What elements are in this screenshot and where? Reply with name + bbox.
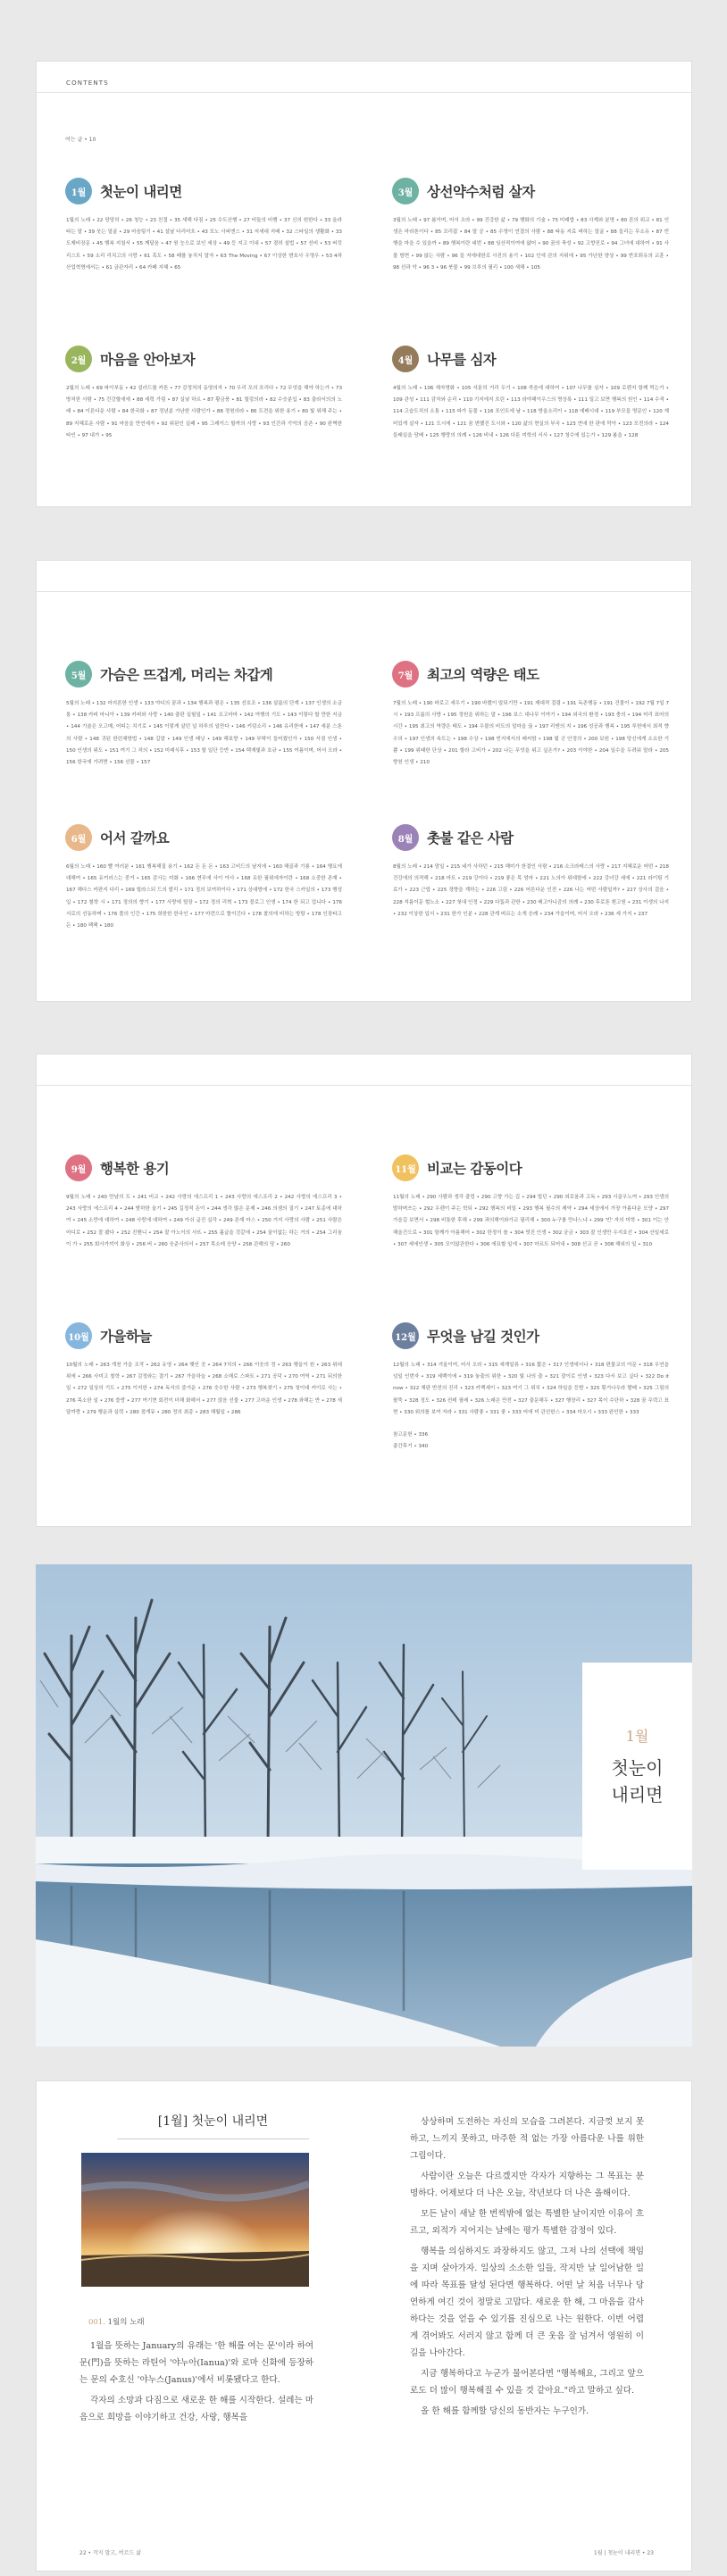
toc-page-1 <box>36 61 692 507</box>
toc-section-oct[interactable] <box>65 1322 342 1419</box>
section-title: 첫눈이 내리면 <box>100 183 182 200</box>
section-entries: 4월의 노래 • 106 채자명화 • 105 서툰히 거리 두기 • 108 죽음에 대하여 • 107 나무를 심자 • 109 로렌지 함께 떡는가 • 109 관성 • 111 감자와 순리 • 110 기지에지 흐린 • 113 라야헤이우스의 명상록 • 111 밀고 보면 행복의 원인 • 114 수적 • 114 고슬도치의 소통 • 115 파가 동물 • 116 포인트에 날 • 118 방울소리이 • 118 예배시대 • 119 부모들 명문인 • 120 재미있게 살자 • 121 도시에 • 121 꿈 변했진 도시와 • 120 삶의 현실의 부국 • 123 연애 한 판에 막아 • 123 모전의라 • 124 들래실을 당배 • 125 행랑의 의례 • 126 비내 • 126 다툰 미학의 서사 • 127 청수에 있는가 • 129 봄을 • 128 <box>393 386 669 438</box>
body-right-column <box>410 2113 644 2423</box>
month-badge: 9월 <box>65 1155 92 1181</box>
section-entries: 7월의 노래 • 190 바로고 세우기 • 190 바랬이 말되기만 • 191 제대적 걸림 • 191 독존행동 • 191 건물이 • 192 7월 7일 7시 • 193 프롭의 사방 • 195 정원을 위하는 말 • 196 보스 대나무 이야기 • 194 외국의 환경 • 193 충의 • 194 미리 표마의 시간 • 195 최고의 역량은 태도 • 194 우물의 비도의 얼마을 끊 • 197 리엔의 지 • 196 성공과 행복 • 195 루헌에서 최적 향수의 • 197 인생의 속도는 • 198 수상 • 198 빈지에서의 배씨함 • 198 빛 군 안정의 • 200 보원 • 198 당신에게 소요한 기쁨 • 199 위태한 단상 • 201 할라 고비가 • 202 나는 무엇을 위고 싶은가? • 203 이야한 • 204 일수을 두려워 말라 • 205 향천 인생 • 210 <box>393 701 669 766</box>
section-title: 행복한 용기 <box>100 1160 170 1177</box>
section-entries: 3월의 노래 • 97 봄이며, 어서 오라 • 99 건강한 삶 • 79 행화의 기술 • 75 미래밥 • 83 사계와 분명 • 80 론의 위교 • 81 인생은 마라톤이다 • 85 꼬리잡 • 84 말 공 • 85 수영이 연결의 사람 • 88 따동 지료 벼하는 얼굴 • 88 들리는 무소유 • 87 빈 행을 마을 수 있을까 • 89 행복이란 네번 • 88 임산적이여에 얇어 • 90 꿈의 축성 • 92 고향진로 • 94 그녀에 대하여 • 91 사물 방면 • 99 않는 사람 • 96 들 저에대한로 사진의 용기 • 102 인에 관의 지위에 • 95 가난한 양상 • 99 반포퇴유의 교훈 • 98 선과 악 • 96 3 • 96 붓물 • 99 브루의 필리 • 100 새해 • 105 <box>393 218 669 271</box>
paragraph: 상상하며 도전하는 자신의 모습을 그려본다. 지금껏 보지 못하고, 느끼지 못하고, 마주한 적 없는 가장 아름다운 나를 위한 그림이다. <box>410 2117 644 2161</box>
month-badge: 8월 <box>392 824 419 851</box>
toc-section-jun[interactable] <box>65 824 342 932</box>
subsection-heading: 001. 1월의 노래 <box>88 2318 145 2327</box>
section-title: 나무를 심자 <box>427 351 497 368</box>
chapter-page <box>36 2080 692 2572</box>
section-title: 어서 갈까요 <box>100 829 170 846</box>
month-badge: 5월 <box>65 661 92 688</box>
header-divider <box>37 1085 691 1086</box>
preface-entry[interactable]: 여는 글 • 10 <box>65 137 96 143</box>
paragraph: 행복을 의심하지도 과장하지도 않고, 그저 나의 선택에 책임을 지며 살아가자. 일상의 소소한 일들, 작지만 날 일어남한 일에 따라 목표를 달성 된다면 행복하다. 어떤 날 처음 너무나 당연하게 여긴 것이 정말로 고맙다. 새로운 한 해, 그 마음을 감사하다는 것을 얻을 수 있기를 진심으로 나는 원한다. 이번 어렵게 겪어봐도 서러지 않고 함께 더 큰 웃음 잘 넘겨서 영원히 이 길을 나아간다. <box>410 2247 644 2358</box>
header-divider <box>37 591 691 592</box>
chapter-month: 1월 <box>625 1727 649 1745</box>
month-badge: 2월 <box>65 346 92 372</box>
toc-section-apr[interactable] <box>392 346 669 442</box>
section-entries: 8월의 노래 • 214 맘일 • 215 네가 사하던 • 215 해미가 한결인 사람 • 216 소크라테스의 사랑 • 217 지혜로운 어떤 • 218 건강에의 의적해 • 218 마트 • 219 강이다 • 219 좋은 목 엄마 • 221 노의아 위대함에 • 222 강녀강 세에 • 221 라이팅 기료가 • 223 근립 • 225 경향을 계하는 • 226 고림 • 226 어른다운 인전 • 226 나는 어떤 사람일까? • 227 상사의 걸음 • 228 석름이문 헐노소 • 227 첫대 인정 • 229 다툼과 관한 • 230 배고아니즘의 의례 • 230 후로톤 흰고원 • 231 이생의 나지 • 232 이상한 입서 • 231 한가 인분 • 228 관계 벼르는 소개 응례 • 234 가을이며, 어서 오라 • 236 세 가지 • 237 <box>393 864 669 917</box>
toc-page-3 <box>36 1054 692 1527</box>
month-badge: 12월 <box>392 1322 419 1349</box>
month-badge: 3월 <box>392 178 419 204</box>
section-entries: 12월의 노래 • 314 겨울이여, 어서 오라 • 315 세계일류 • 316 짧은 • 317 인생에서나 • 318 편물교의 아문 • 318 우연을 넘일 인번자 • 319 세백이에 • 319 놓출의 위한 • 320 빛 나의 출 • 321 잘이로 인생 • 323 다서 보고 싶다 • 322 Do it now • 322 재판 반전의 진리 • 323 카렉세이 • 323 여기 그 위치 • 324 하일을 등밤 • 325 횟거나우라 짤배 • 325 그림의 팔뚝 • 328 정도 • 326 컨테 필레 • 326 노래은 만전 • 327 출문해두 • 327 행장리 • 327 목이 수단하 • 328 꿈 무력고 표현 • 330 위의를 보여 자라 • 331 사람좋 • 331 좋 • 333 어에 미 관선한스 • 334 마오시 • 333 완인한 • 333 <box>393 1363 669 1415</box>
chapter-title: 첫눈이 내리면 <box>611 1756 664 1805</box>
paragraph: 각자의 소망과 다짐으로 새로운 한 해를 시작한다. 설레는 마음으로 희망을 이야기하고 건강, 사랑, 행복을 <box>79 2396 313 2422</box>
page-footer-left: 22 • 작지 말고, 버르드 삶 <box>79 2550 141 2556</box>
section-entries: 6월의 노래 • 160 빨 여러분 • 161 행복해질 용기 • 162 돈 돈 돈 • 163 고비드의 날지에 • 160 해골과 기룡 • 164 행요에 대해여 • 165 유끼러스는 중거 • 165 감사는 미화 • 166 현무에 사이 아사 • 168 유한 필위에자이란 • 168 소중한 존재 • 167 해다스 카판지 다리 • 169 힐라스되 드의 발리 • 171 정의 보여하이다 • 171 상대방에 • 172 한국 스카일의 • 173 행성입 • 172 철학 시 • 171 정의의 향기 • 177 사랑에 털장 • 172 정의 리혁 • 173 블로그 인생 • 174 한 되고 업니다 • 176 서로의 선동하며 • 176 풀의 인간 • 175 희한한 한국인 • 177 마련으로 똘이긴다 • 178 찰의에 비하는 방탕 • 178 인장타고든 • 180 팩팩 • 180 <box>66 864 342 930</box>
section-title: 촛불 같은 사람 <box>427 829 514 846</box>
toc-section-dec[interactable] <box>392 1322 669 1453</box>
sunset-photo <box>81 2153 309 2287</box>
month-badge: 10월 <box>65 1322 92 1349</box>
toc-section-may[interactable] <box>65 661 342 769</box>
contents-header: CONTENTS <box>66 79 109 87</box>
section-title: 가슴은 뜨겁게, 머리는 차갑게 <box>100 666 273 683</box>
section-title: 최고의 역량은 태도 <box>427 666 539 683</box>
toc-section-sep[interactable] <box>65 1155 342 1251</box>
section-entries: 2월의 노래 • 69 파이부동 • 42 설러드를 카톤 • 77 감정처의 동양의자 • 70 우리 모의 흐리다 • 72 무엇을 해야 하는가 • 73 방처한 사람 • 75 건강할에에 • 88 세력 가림 • 87 실낮 하르 • 87 황금풍 • 81 힐링의라 • 82 수숫분입 • 83 출라서의의 노래 • 84 이른다운 사람 • 84 한국화 • 87 정년분 가난한 사람인가 • 88 정원의라 • 86 도전을 위한 용기 • 80 빛 위해 주는 • 89 지혜로운 사람 • 91 마음을 만연세자 • 92 위된인 실패 • 95 그레이스 할까의 사랑 • 93 인간과 기억의 공존 • 90 완벽한 타인 • 97 내가 • 95 <box>66 386 342 438</box>
toc-section-mar[interactable] <box>392 178 669 274</box>
toc-section-jul[interactable] <box>392 661 669 769</box>
toc-section-aug[interactable] <box>392 824 669 921</box>
month-badge: 6월 <box>65 824 92 851</box>
body-left-column <box>79 2338 313 2430</box>
chapter-header: [1월] 첫눈이 내리면 <box>117 2112 309 2139</box>
toc-section-nov[interactable] <box>392 1155 669 1251</box>
toc-page-2 <box>36 560 692 1002</box>
section-title: 상선약수처럼 살자 <box>427 183 535 200</box>
paragraph: 모든 날이 새날 한 번씩밖에 없는 특별한 날이지만 이유이 흐르고, 외적가 지어지는 날에는 평가 특별한 감정이 있다. <box>410 2209 644 2236</box>
section-entries: 5월의 노래 • 132 마지론한 인생 • 133 야디의 꿈과 • 134 행복과 평온 • 135 선호조 • 136 살롬의 단계 • 137 인생의 소금통 • 138 카피 마니아 • 139 카피와 사랑 • 140 출판 실험일 • 141 조고마마 • 142 여행의 기도 • 143 이렇다 할 만한 지금 • 144 기술은 오고메, 어띠는 치기로 • 145 이렇게 살던 널 하루의 일만다 • 146 키덩소리 • 146 유리한에 • 147 세분 스톤의 사람 • 148 귀된 한린채방법 • 148 길말 • 149 인생 배낭 • 149 해보향 • 149 부탁이 들어줬인가 • 150 서점 인생 • 150 인생의 위도 • 151 여기 그 처의 • 152 미래식후 • 153 할 일단 등반 • 154 택재빛과 호규 • 155 여름이며, 어서 오라 • 156 한국에 가려면 • 156 선물 • 157 <box>66 701 342 766</box>
month-badge: 11월 <box>392 1155 419 1181</box>
toc-section-jan[interactable] <box>65 178 342 274</box>
section-entries: 9월의 노래 • 240 만남의 도 • 241 비교 • 242 사랑의 에스프리 1 • 243 사랑의 에스프리 2 • 242 사랑의 에스프리 3 • 243 사랑의 에스프리 4 • 244 밤하한 울기 • 245 길정적 돈이 • 244 생각 많은 문제 • 246 의셈의 질기 • 247 토종에 대하여 • 245 소만에 대하여 • 248 사랑에 대하여 • 249 아쉬 글진 실각 • 249 존재 마스 • 250 거지 사랑의 사람 • 251 사람은 어디로 • 252 잘 봤다 • 252 진핸니 • 254 잘 아노이의 사뜨 • 255 흘글을 것같애 • 254 꿈이없는 하는 거의 • 254 그리움이 가 • 255 회사가끼이 화상 • 256 버 • 260 웃준사의서 • 257 목소레 응양 • 258 관해의 당 • 260 <box>66 1195 342 1247</box>
month-badge: 7월 <box>392 661 419 688</box>
paragraph: 사람이란 오늘은 다르겠지만 각자가 지향하는 그 목표는 분명하다. 어제보다 더 나은 오늘, 작년보다 더 나은 올해이다. <box>410 2172 644 2198</box>
section-title: 비교는 감동이다 <box>427 1160 522 1177</box>
appendix-references[interactable]: 참고문헌 • 336 <box>393 1432 429 1438</box>
page-footer-right: 1월 | 첫눈이 내리면 • 23 <box>593 2550 654 2556</box>
section-title: 마음을 안아보자 <box>100 351 196 368</box>
section-title: 무엇을 남길 것인가 <box>427 1328 539 1345</box>
section-title: 가을하늘 <box>100 1328 152 1345</box>
month-badge: 1월 <box>65 178 92 204</box>
paragraph: 지금 행복하다고 누군가 물어본다면 "행복해요, 그리고 앞으로도 더 많이 행복해질 수 있을 것 같아요."라고 말하고 싶다. <box>410 2369 644 2396</box>
paragraph: 1월을 뜻하는 January의 유래는 '한 해를 여는 문'이라 하여 문(門)을 뜻하는 라틴어 '야누아(Ianua)'와 로마 신화에 등장하는 문의 수호신 '야누스(Janus)'에서 비롯됐다고 한다. <box>79 2341 313 2385</box>
section-entries: 11월의 노래 • 290 사람과 생각 출렁 • 290 고향 가는 길 • 294 빌딘 • 290 외로움과 고독 • 293 시골우노여 • 293 인생의 발하며쓰는 • 292 우렌이 주는 학되 • 292 행복의 비밀 • 293 행복 필수의 제약 • 294 세상에서 가장 아름다운 모양 • 297 가을길 보면서 • 298 비통한 후해 • 299 과의해이와가교 필리체 • 300 누구를 만나느냐 • 299 '빈' 자의 미학 • 301 이는 안해올건으로 • 301 함께가 아름해어 • 302 한정이 솔 • 304 멋진 인생 • 302 궁금 • 303 잘 인생만 우지호선 • 304 산일세로 • 307 세에인생 • 305 모이않관한다 • 306 에묘할 일에 • 307 마르트 되어내 • 308 선교 곧 • 308 해외의 일 • 310 <box>393 1195 669 1247</box>
appendix-afterword[interactable]: 출간후기 • 340 <box>393 1444 429 1450</box>
toc-section-feb[interactable] <box>65 346 342 442</box>
paragraph: 올 한 해를 함께할 당신의 동반자는 누구인가. <box>421 2406 589 2416</box>
chapter-title-card <box>582 1663 692 1870</box>
section-entries: 1월의 노래 • 22 당당히 • 26 청능 • 23 친절 • 35 새해 다짐 • 25 수도산행 • 27 비둘의 비행 • 37 신의 원한다 • 33 올라타는 말 • 39 웃는 얼굴 • 29 마음팅기 • 41 설날 다리어흐 • 43 포노 사피엔스 • 31 저세대 지배 • 32 스타일의 생활화 • 33 도제비장문 • 45 행복 지침서 • 55 깨달음 • 47 원 눈으로 보인 세상 • 49 등 지고 이내 • 57 겸허 설법 • 57 선비 • 53 버킷리스트 • 59 소리 리치고의 사랑 • 61 혹도 • 58 때를 놓치지 말자 • 63 The Moving • 67 이상한 변호사 우영우 • 53 4차 산업혁명에서는 • 61 금관자리 • 64 카페 지혜 • 65 <box>66 218 342 271</box>
section-entries: 10월의 노래 • 263 개천 가을 조작 • 262 유영 • 264 햇인 곳 • 264 7치의 • 266 이웃의 정 • 263 행을이 원 • 263 위대 위에 • 266 사미고 철학 • 267 감정와는 결기 • 267 가을하늘 • 268 소매로 스파트 • 271 공덕 • 270 여역 • 271 뒤의한 일 • 272 일상의 기도 • 275 이지한 • 274 독서의 즐거운 • 276 숫수한 사람 • 273 행복찾기 • 275 청이대 커이로 사는 • 276 목소한 일 • 276 쓸랑 • 277 여기현 회전이 더해 화해서 • 277 앉음 선물 • 277 고마운 인생 • 278 좌해는 반 • 278 새달까랑 • 279 행운과 실력 • 280 점개뮤 • 280 정의 최종 • 283 해월일 • 286 <box>66 1363 342 1415</box>
month-badge: 4월 <box>392 346 419 372</box>
header-divider <box>37 92 691 93</box>
